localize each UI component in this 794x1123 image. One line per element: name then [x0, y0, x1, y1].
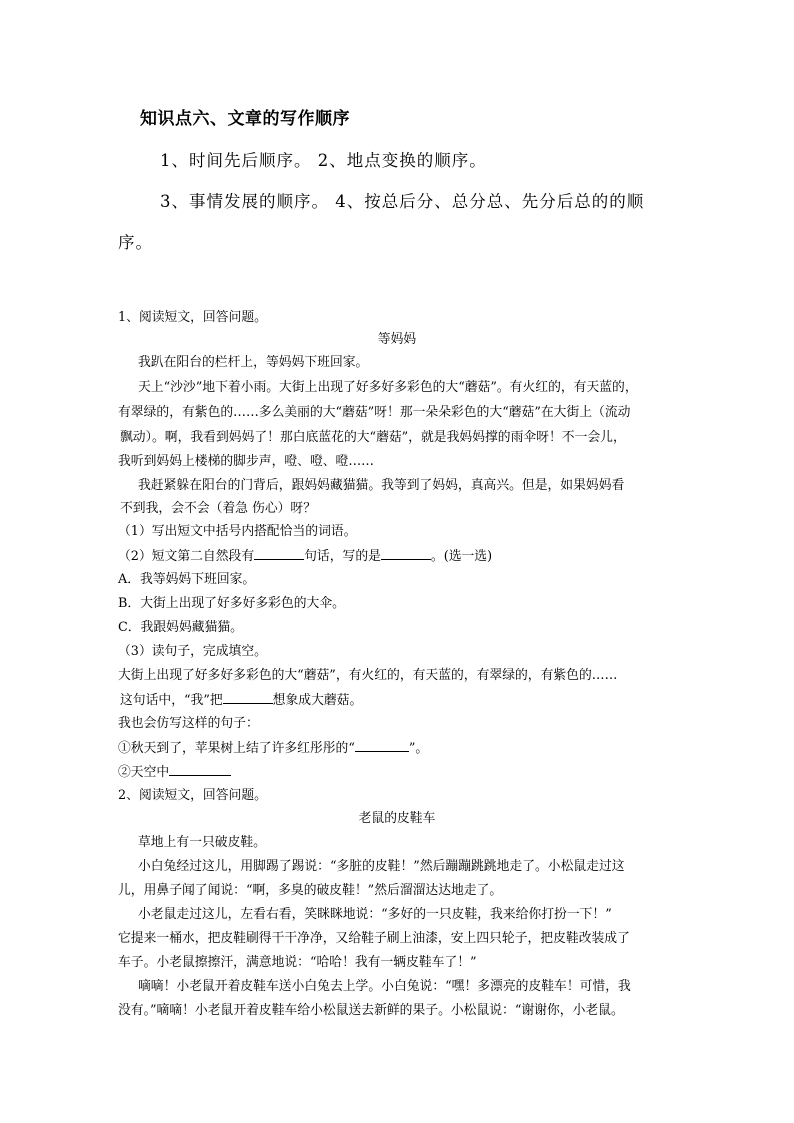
- q1-para-3b: 不到我，会不会（着急 伤心）呀？: [120, 501, 317, 516]
- q1-para-2a: 天上“沙沙”地下着小雨。大街上出现了好多好多彩色的大“蘑菇”。有火红的，有天蓝的，: [138, 380, 638, 395]
- q2-para-3b: 它提来一桶水，把皮鞋刷得干干净净，又给鞋子刷上油漆，安上四只轮子，把皮鞋改装成了: [118, 931, 630, 946]
- q1-para-2d: 我听到妈妈上楼梯的脚步声，噔、噔、噔……: [118, 454, 374, 469]
- q1-option-a: A．我等妈妈下班回家。: [118, 572, 256, 587]
- q2-para-4a: 嘀嘀！小老鼠开着皮鞋车送小白兔去上学。小白兔说：“嘿！多漂亮的皮鞋车！可惜，我: [138, 979, 631, 994]
- knowledge-line-2: 3、事情发展的顺序。 4、按总后分、总分总、先分后总的的顺: [160, 192, 645, 211]
- q1-option-c: C．我跟妈妈藏猫猫。: [118, 620, 243, 635]
- q1-example-2-blank[interactable]: [169, 763, 231, 776]
- q1-sub-3: （3）读句子，完成填空。: [118, 644, 267, 659]
- q1-para-3a: 我赶紧躲在阳台的门背后，跟妈妈藏猫猫。我等到了妈妈，真高兴。但是，如果妈妈看: [138, 478, 625, 493]
- q1-example-1-blank[interactable]: [355, 739, 409, 752]
- q1-sub-2-text-c: 。(选一选): [430, 549, 493, 564]
- q1-example-1: [118, 739, 428, 758]
- q1-title: 等妈妈: [377, 332, 417, 347]
- q2-instruction: 2、阅读短文，回答问题。: [118, 788, 267, 803]
- q1-fill-blank[interactable]: [223, 691, 273, 704]
- q1-example-2: [118, 763, 231, 782]
- knowledge-line-1: 1、时间先后顺序。 2、地点变换的顺序。: [160, 151, 487, 170]
- q1-example-1-text-b: ”。: [408, 741, 429, 756]
- q2-para-2b: 儿，用鼻子闻了闻说：“啊，多臭的破皮鞋！”然后溜溜达达地走了。: [118, 883, 503, 898]
- q2-para-4b: 没有。”嘀嘀！小老鼠开着皮鞋车给小松鼠送去新鲜的果子。小松鼠说：“谢谢你，小老鼠。: [118, 1003, 624, 1018]
- q1-sub-2-blank-choice[interactable]: [381, 547, 431, 560]
- knowledge-heading: 知识点六、文章的写作顺序: [140, 109, 350, 129]
- q2-title: 老鼠的皮鞋车: [358, 811, 436, 826]
- q1-option-b: B．大街上出现了好多好多彩色的大伞。: [118, 596, 345, 611]
- q1-imitate: 我也会仿写这样的句子：: [118, 716, 259, 731]
- q2-para-3a: 小老鼠走过这儿，左看右看，笑眯眯地说：“多好的一只皮鞋，我来给你打扮一下！”: [138, 907, 612, 922]
- q1-fill-text-a: 这句话中，“我”把: [120, 693, 223, 708]
- q2-para-3c: 车子。小老鼠擦擦汗，满意地说：“哈哈！我有一辆皮鞋车了！”: [118, 955, 477, 970]
- q1-instruction: 1、阅读短文，回答问题。: [118, 310, 267, 325]
- q1-example-1-text-a: ①秋天到了，苹果树上结了许多红彤彤的“: [118, 741, 355, 756]
- q1-sub-2-text-a: （2）短文第二自然段有: [118, 549, 255, 564]
- q1-para-2b: 有翠绿的，有紫色的……多么美丽的大“蘑菇”呀！那一朵朵彩色的大“蘑菇”在大街上（流动: [118, 405, 631, 420]
- q1-sub-2-blank-count[interactable]: [254, 547, 304, 560]
- q2-para-1: 草地上有一只破皮鞋。: [138, 835, 266, 850]
- q1-sentence: 大街上出现了好多好多彩色的大“蘑菇”，有火红的，有天蓝的，有翠绿的，有紫色的……: [118, 668, 618, 683]
- q1-example-2-text: ②天空中: [118, 765, 170, 780]
- q1-sub-2: [118, 547, 492, 566]
- q1-sub-2-text-b: 句话，写的是: [304, 549, 381, 564]
- q1-fill-text-b: 想象成大蘑菇。: [272, 693, 363, 708]
- q1-para-2c: 飘动）。啊，我看到妈妈了！那白底蓝花的大“蘑菇”，就是我妈妈撑的雨伞呀！不一会儿，: [120, 430, 626, 445]
- q1-fill: [120, 691, 362, 710]
- q2-para-2a: 小白兔经过这儿，用脚踢了踢说：“多脏的皮鞋！”然后蹦蹦跳跳地走了。小松鼠走过这: [138, 859, 625, 874]
- q1-sub-1: （1）写出短文中括号内搭配恰当的词语。: [118, 524, 357, 539]
- q1-para-1: 我趴在阳台的栏杆上，等妈妈下班回家。: [138, 355, 369, 370]
- knowledge-line-3: 序。: [118, 233, 153, 252]
